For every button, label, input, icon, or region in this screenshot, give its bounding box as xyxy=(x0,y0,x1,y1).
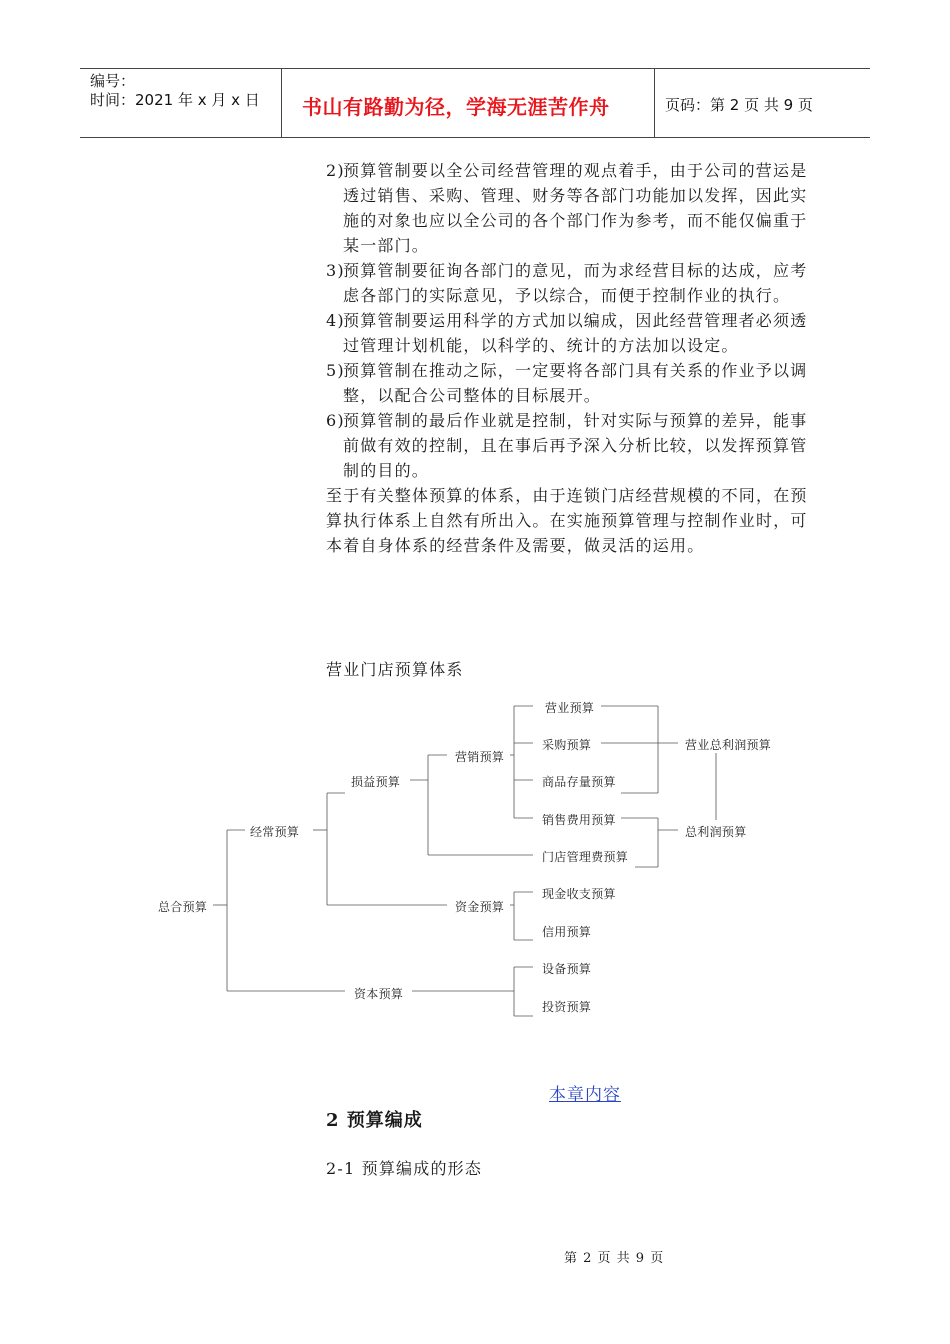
list-item-number: 2) xyxy=(326,161,345,180)
page-header xyxy=(80,68,870,138)
list-item-number: 3) xyxy=(326,261,345,280)
node-equipment-budget: 设备预算 xyxy=(542,962,592,976)
node-selling-expense-budget: 销售费用预算 xyxy=(542,813,616,827)
list-item-number: 4) xyxy=(326,311,345,330)
list-item xyxy=(326,408,816,483)
header-divider xyxy=(281,69,282,137)
subsection-title: 2-1 预算编成的形态 xyxy=(326,1159,483,1178)
body-paragraph: 至于有关整体预算的体系，由于连锁门店经营规模的不同，在预算执行体系上自然有所出入。在实施预算管理与控制作业时，可本着自身体系的经营条件及需要，做灵活的运用。 xyxy=(326,486,808,555)
node-credit-budget: 信用预算 xyxy=(542,925,592,939)
doc-time-label: 时间：2021 年 x 月 x 日 xyxy=(90,91,260,109)
list-item-text: 预算管制的最后作业就是控制，针对实际与预算的差异，能事前做有效的控制，且在事后再予深入分析比较，以发挥预算管制的目的。 xyxy=(343,411,808,480)
list-item-text: 预算管制要运用科学的方式加以编成，因此经营管理者必须透过管理计划机能，以科学的、统计的方法加以设定。 xyxy=(343,311,808,355)
body-text xyxy=(326,158,816,558)
list-item-text: 预算管制要征询各部门的意见，而为求经营目标的达成，应考虑各部门的实际意见，予以综合，而便于控制作业的执行。 xyxy=(343,261,808,305)
list-item-text: 预算管制要以全公司经营管理的观点着手，由于公司的营运是透过销售、采购、管理、财务等各部门功能加以发挥，因此实施的对象也应以全公司的各个部门作为参考，而不能仅偏重于某一部门。 xyxy=(343,161,808,255)
list-item xyxy=(326,308,816,358)
section-title: 2 预算编成 xyxy=(326,1110,423,1131)
node-cash-budget: 现金收支预算 xyxy=(542,887,616,901)
header-motto: 书山有路勤为径，学海无涯苦作舟 xyxy=(302,95,610,119)
list-item xyxy=(326,158,816,258)
node-regular-budget: 经常预算 xyxy=(250,825,300,839)
node-capital-budget: 资本预算 xyxy=(354,987,404,1001)
header-divider xyxy=(654,69,655,137)
node-marketing-budget: 营销预算 xyxy=(455,750,505,764)
list-item-text: 预算管制在推动之际，一定要将各部门具有关系的作业予以调整，以配合公司整体的目标展开。 xyxy=(343,361,808,405)
node-total-profit-budget: 总利润预算 xyxy=(685,825,747,839)
node-sales-budget: 营业预算 xyxy=(545,701,595,715)
node-store-mgmt-budget: 门店管理费预算 xyxy=(542,850,629,864)
list-item xyxy=(326,358,816,408)
node-purchase-budget: 采购预算 xyxy=(542,738,592,752)
list-item-number: 5) xyxy=(326,361,345,380)
diagram-title: 营业门店预算体系 xyxy=(326,660,464,679)
header-page-number: 页码：第 2 页 共 9 页 xyxy=(665,96,813,114)
page-footer: 第 2 页 共 9 页 xyxy=(564,1251,665,1266)
node-gross-profit-budget: 营业总利润预算 xyxy=(685,738,772,752)
doc-number-label: 编号： xyxy=(90,72,136,90)
node-investment-budget: 投资预算 xyxy=(542,1000,592,1014)
node-profit-loss-budget: 损益预算 xyxy=(351,775,401,789)
list-item-number: 6) xyxy=(326,411,345,430)
node-inventory-budget: 商品存量预算 xyxy=(542,775,616,789)
header-meta xyxy=(90,72,260,110)
chapter-contents-link[interactable]: 本章内容 xyxy=(549,1085,621,1105)
node-funds-budget: 资金预算 xyxy=(455,900,505,914)
list-item xyxy=(326,258,816,308)
node-total-budget: 总合预算 xyxy=(158,900,208,914)
